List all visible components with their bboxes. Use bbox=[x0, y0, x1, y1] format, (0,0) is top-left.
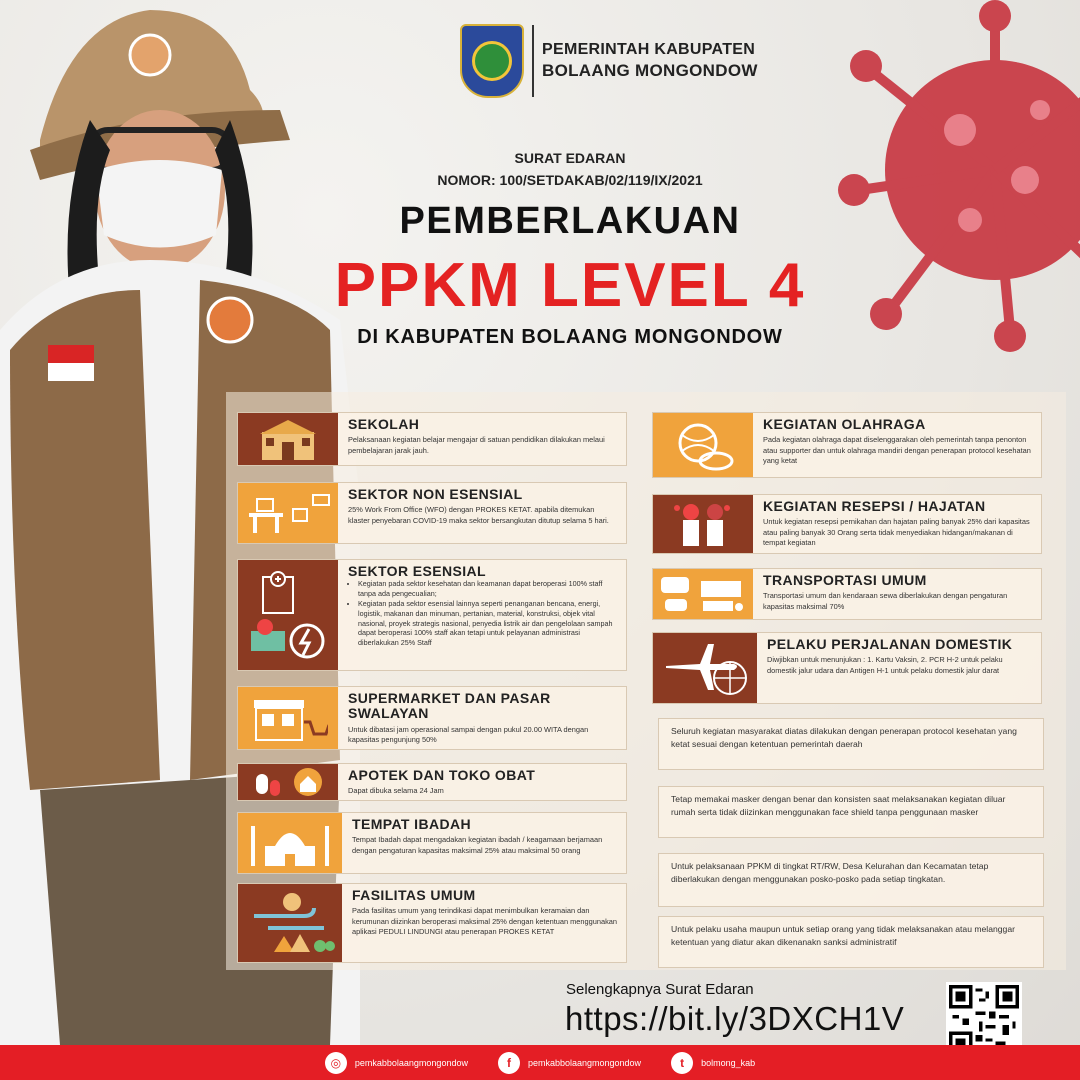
card-text: Pada fasilitas umum yang terindikasi dapat menimbulkan keramaian dan kerumunan diizinkan beroperasi maksimal 25% dengan ketentuan menggunakan aplikasi PEDULI LINDUNGI atau penerapan PROKES KETAT bbox=[352, 906, 617, 936]
card-sekolah bbox=[237, 412, 627, 466]
card-transportasi-umum bbox=[652, 568, 1042, 620]
school-building-icon bbox=[238, 413, 338, 465]
card-text: Dapat dibuka selama 24 Jam bbox=[348, 786, 444, 796]
card-pelaku-perjalanan bbox=[652, 632, 1042, 704]
card-title: FASILITAS UMUM bbox=[352, 887, 476, 903]
card-title: KEGIATAN RESEPSI / HAJATAN bbox=[763, 498, 986, 514]
note-2: Tetap memakai masker dengan benar dan konsisten saat melaksanakan kegiatan diluar rumah serta tidak diizinkan menggunakan face shield tanpa penggunaan masker bbox=[658, 786, 1044, 838]
instagram-icon: ◎ bbox=[325, 1052, 347, 1074]
card-text: Untuk dibatasi jam operasional sampai dengan pukul 20.00 WITA dengan kapasitas pengunjung 50% bbox=[348, 724, 589, 744]
card-text: Transportasi umum dan kendaraan sewa diberlakukan dengan pengaturan kapasitas maksimal 70% bbox=[763, 591, 1008, 611]
card-kegiatan-resepsi bbox=[652, 494, 1042, 554]
card-title: TRANSPORTASI UMUM bbox=[763, 572, 927, 588]
card-sektor-non-esensial bbox=[237, 482, 627, 544]
card-title: SEKTOR NON ESENSIAL bbox=[348, 486, 523, 502]
government-name-line1: PEMERINTAH KABUPATEN bbox=[542, 41, 756, 59]
card-text: Untuk kegiatan resepsi pernikahan dan hajatan paling banyak 25% dari kapasitas atau paling banyak 30 Orang serta tidak menyediakan hidangan/makanan di tempat kegiatan bbox=[763, 517, 1030, 547]
card-tempat-ibadah bbox=[237, 812, 627, 874]
office-desk-icon bbox=[238, 483, 338, 543]
surat-label: SURAT EDARAN bbox=[514, 150, 626, 166]
sports-balls-icon bbox=[653, 413, 753, 477]
headline-line1: PEMBERLAKUAN bbox=[399, 200, 741, 242]
card-title: KEGIATAN OLAHRAGA bbox=[763, 416, 926, 432]
note-3: Untuk pelaksanaan PPKM di tingkat RT/RW, Desa Kelurahan dan Kecamatan tetap diberlakukan dengan menggunakan posko-posko pada setiap tingkatan. bbox=[658, 853, 1044, 907]
social-footer bbox=[0, 1045, 1080, 1080]
card-apotek bbox=[237, 763, 627, 801]
note-1: Seluruh kegiatan masyarakat diatas dilakukan dengan penerapan protocol kesehatan yang ketat sesuai dengan ketentuan pemerintah daerah bbox=[658, 718, 1044, 770]
twitter-icon: t bbox=[671, 1052, 693, 1074]
card-title: TEMPAT IBADAH bbox=[352, 816, 472, 832]
card-title: SUPERMARKET DAN PASAR SWALAYAN bbox=[348, 690, 551, 722]
bullet-item: • Kegiatan pada sektor esensial lainnya seperti penanganan bencana, energi, logistik, makanan dan minuman, pertanian, material, konstruksi, objek vital nasional, proyek strategis nasional, penyedia listrik air dan pengelolaan sampah dapat beroperasi 100% staff akan tetapi untuk pelayanan administrasi diberlakukan 25% Staff bbox=[358, 599, 618, 648]
facebook-link[interactable] bbox=[498, 1052, 641, 1074]
headline-line2: PPKM LEVEL 4 bbox=[334, 251, 806, 320]
card-text: Pada kegiatan olahraga dapat diselenggarakan oleh pemerintah tanpa penonton atau supporter dan untuk olahraga mandiri dengan penerapan protocol kesehatan yang ketat bbox=[763, 435, 1031, 465]
note-4: Untuk pelaku usaha maupun untuk setiap orang yang tidak melaksanakan atau melanggar ketentuan yang diatur akan dikenanakn sanksi administratif bbox=[658, 916, 1044, 968]
surat-number: NOMOR: 100/SETDAKAB/02/119/IX/2021 bbox=[437, 172, 703, 188]
bullet-item: • Kegiatan pada sektor kesehatan dan keamanan dapat beroperasi 100% staff tanpa ada pengecualian; bbox=[358, 579, 618, 599]
facebook-handle: pemkabbolaangmongondow bbox=[527, 1057, 642, 1068]
card-kegiatan-olahraga bbox=[652, 412, 1042, 478]
more-info-label: Selengkapnya Surat Edaran bbox=[566, 981, 754, 998]
card-text: Pelaksanaan kegiatan belajar mengajar di satuan pendidikan dilakukan melaui pembelajaran jarak jauh. bbox=[348, 435, 605, 455]
card-title: SEKTOR ESENSIAL bbox=[348, 563, 486, 579]
facebook-icon: f bbox=[498, 1052, 520, 1074]
park-icon bbox=[238, 884, 342, 962]
more-info-link[interactable]: https://bit.ly/3DXCH1V bbox=[565, 1000, 905, 1037]
twitter-handle: bolmong_kab bbox=[701, 1057, 756, 1068]
instagram-handle: pemkabbolaangmongondow bbox=[354, 1057, 468, 1068]
logo-divider bbox=[532, 25, 534, 97]
card-supermarket bbox=[237, 686, 627, 750]
card-title: SEKOLAH bbox=[348, 416, 420, 432]
government-name bbox=[542, 40, 758, 81]
card-text: Diwjibkan untuk menunjukan : 1. Kartu Vaksin, 2. PCR H-2 untuk pelaku domestik jalur udara dan Antigen H-1 untuk pelaku domestik jalur darat bbox=[767, 655, 1003, 675]
hospital-power-icon bbox=[238, 560, 338, 670]
shop-cart-icon bbox=[238, 687, 338, 749]
government-logo-block bbox=[460, 24, 758, 98]
twitter-link[interactable] bbox=[671, 1052, 755, 1074]
bus-car-icon bbox=[653, 569, 753, 619]
instagram-link[interactable] bbox=[325, 1052, 468, 1074]
pill-house-icon bbox=[238, 764, 338, 800]
government-name-line2: BOLAANG MONGONDOW bbox=[542, 61, 758, 81]
card-fasilitas-umum bbox=[237, 883, 627, 963]
airplane-globe-icon bbox=[653, 633, 757, 703]
wedding-couple-icon bbox=[653, 495, 753, 553]
crest-icon bbox=[460, 24, 524, 98]
card-sektor-esensial bbox=[237, 559, 627, 671]
card-title: PELAKU PERJALANAN DOMESTIK bbox=[767, 636, 1013, 652]
card-title: APOTEK DAN TOKO OBAT bbox=[348, 767, 536, 783]
card-text: Tempat Ibadah dapat mengadakan kegiatan ibadah / keagamaan berjamaan dengan pengaturan kapasitas maksimal 25% atau maksimal 50 orang bbox=[352, 835, 603, 855]
mosque-icon bbox=[238, 813, 342, 873]
virus-illustration bbox=[810, 0, 1080, 380]
headline-line3: DI KABUPATEN BOLAANG MONGONDOW bbox=[357, 326, 783, 348]
card-text: 25% Work From Office (WFO) dengan PROKES KETAT. apabila ditemukan klaster penyebaran COVID-19 maka sektor bersangkutan ditutup selama 5 hari. bbox=[348, 505, 609, 525]
